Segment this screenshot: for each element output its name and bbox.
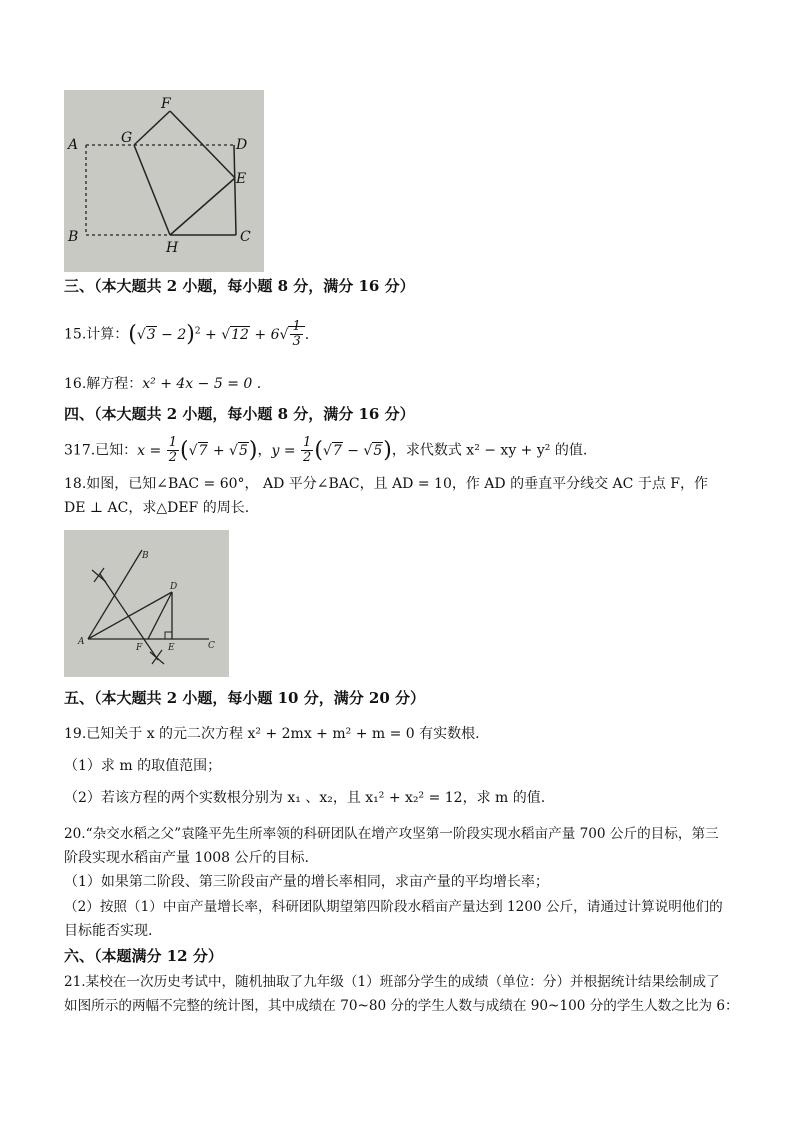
figure-rectangle-fold-svg [64,90,264,272]
label-c: C [240,229,251,245]
section-3-title: 三、（本大题共 2 小题，每小题 8 分，满分 16 分） [64,277,415,295]
question-16 [64,374,261,394]
question-17: 317.已知：x = $\frac{1}{2}$ (√7 + √5)，y = $\frac{1}{2}$ (√7 − √5)，求代数式 x² − xy + y² 的值. [64,435,588,465]
section-4-title: 四、（本大题共 2 小题，每小题 8 分，满分 16 分） [64,405,415,423]
question-20-line-2: 阶段实现水稻亩产量 1008 公斤的目标. [64,850,309,866]
label-h: H [166,240,179,256]
question-15 [64,320,309,349]
edge-gf [134,111,170,145]
question-18-line-1: 18.如图，已知∠BAC = 60°， AD 平分∠BAC，且 AD = 10，作 AD 的垂直平分线交 AC 于点 F，作 [64,476,708,492]
label-f2: F [136,643,143,653]
label-g: G [121,130,133,146]
question-18-line-2: DE ⊥ AC，求△DEF 的周长. [64,500,250,516]
question-21-line-1: 21.某校在一次历史考试中，随机抽取了九年级（1）班部分学生的成绩（单位：分）并根据统计结果绘制成了 [64,974,720,990]
q15-prefix: 15.计算： [64,326,129,343]
ray-ab [88,550,142,639]
question-19-part-1: （1）求 m 的取值范围； [64,758,222,774]
q17-x-value: x = $\frac{1}{2}$ (√7 + √5) [137,435,258,465]
label-d: D [236,137,248,153]
question-20-part-2b: 目标能否实现. [64,923,153,939]
q17-tail: ，求代数式 x² − xy + y² 的值. [391,442,588,459]
question-19-part-2: （2）若该方程的两个实数根分别为 x₁ 、x₂，且 x₁² + x₂² = 12，求 m 的值. [64,790,546,806]
figure-angle-bisector-svg [64,530,229,677]
edge-dc [234,145,236,235]
edge-gh [134,145,170,235]
perpendicular-bisector [100,574,158,660]
section-5-title: 五、（本大题共 2 小题，每小题 10 分，满分 20 分） [64,689,426,707]
label-d2: D [170,582,178,592]
label-b: B [68,229,79,245]
label-f: F [161,96,171,112]
section-6-title: 六、（本题满分 12 分） [64,947,223,965]
label-b2: B [142,551,149,561]
q17-prefix: 317.已知： [64,442,138,459]
label-e2: E [168,643,175,653]
label-a2: A [78,637,85,647]
figure-rectangle-fold [64,90,264,272]
q15-expression: $(√3 - 2)^2 + √12 + 6√$ $\frac{1}{3}$ . [128,319,310,349]
question-20-part-2: （2）按照（1）中亩产量增长率，科研团队期望第四阶段水稻亩产量达到 1200 公斤，请通过计算说明他们的 [64,899,723,915]
arc-mark-top [92,568,106,582]
question-20-line-1: 20.“杂交水稻之父”袁隆平先生所率领的科研团队在增产攻坚第一阶段实现水稻亩产量 700 公斤的目标，第三 [64,826,719,842]
question-21-line-2: 如图所示的两幅不完整的统计图，其中成绩在 70~80 分的学生人数与成绩在 90~100 分的学生人数之比为 6： [64,998,739,1014]
question-20-part-1: （1）如果第二阶段、第三阶段亩产量的增长率相同，求亩产量的平均增长率； [64,874,549,890]
label-a: A [68,137,79,153]
label-e: E [236,171,247,187]
q16-prefix: 16.解方程： [64,376,143,392]
figure-angle-bisector [64,530,229,677]
edge-he [170,178,235,235]
q16-equation: x² + 4x − 5 = 0 . [142,376,262,392]
label-c2: C [208,641,215,651]
question-19-line-1: 19.已知关于 x 的元二次方程 x² + 2mx + m² + m = 0 有实数根. [64,726,480,742]
q17-y-value: y = $\frac{1}{2}$ (√7 − √5) [271,435,392,465]
right-angle-mark [165,632,172,639]
